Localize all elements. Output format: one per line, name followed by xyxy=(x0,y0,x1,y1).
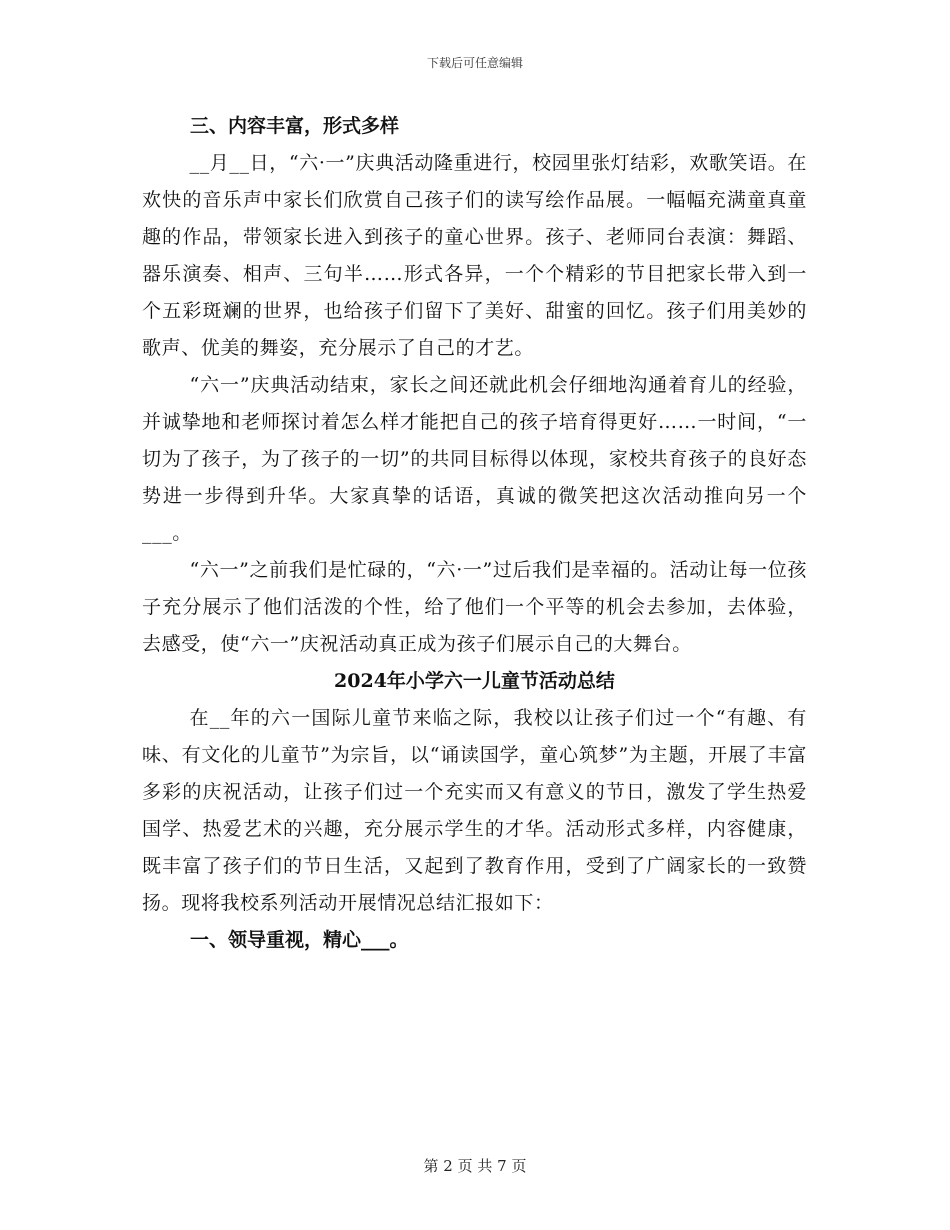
paragraph: “六一”之前我们是忙碌的，“六·一”过后我们是幸福的。活动让每一位孩子充分展示了他们活泼的个性，给了他们一个平等的机会去参加，去体验，去感受，使“六一”庆祝活动真正成为孩子们展示自己的大舞台。 xyxy=(142,559,807,655)
document-body xyxy=(142,108,807,959)
header-note: 下载后可任意编辑 xyxy=(426,56,523,70)
paragraph: __月__日，“六·一”庆典活动隆重进行，校园里张灯结彩，欢歌笑语。在欢快的音乐声中家长们欣赏自己孩子们的读写绘作品展。一幅幅充满童真童趣的作品，带领家长进入到孩子的童心世界。孩子、老师同台表演：舞蹈、器乐演奏、相声、三句半……形式各异，一个个精彩的节目把家长带入到一个五彩斑斓的世界，也给孩子们留下了美好、甜蜜的回忆。孩子们用美妙的歌声、优美的舞姿，充分展示了自己的才艺。 xyxy=(142,152,807,359)
paragraph: “六一”庆典活动结束，家长之间还就此机会仔细地沟通着育儿的经验，并诚挚地和老师探讨着怎么样才能把自己的孩子培育得更好……一时间，“一切为了孩子，为了孩子的一切”的共同目标得以体现，家校共育孩子的良好态势进一步得到升华。大家真挚的话语，真诚的微笑把这次活动推向另一个___。 xyxy=(142,374,807,544)
document-title: 2024年小学六一儿童节活动总结 xyxy=(334,670,615,692)
section-heading-3: 三、内容丰富，形式多样 xyxy=(190,115,400,137)
page-number: 第 2 页 共 7 页 xyxy=(423,1157,527,1175)
paragraph: 在__年的六一国际儿童节来临之际，我校以让孩子们过一个“有趣、有味、有文化的儿童节”为宗旨，以“诵读国学，童心筑梦”为主题，开展了丰富多彩的庆祝活动，让孩子们过一个充实而又有意义的节日，激发了学生热爱国学、热爱艺术的兴趣，充分展示学生的才华。活动形式多样，内容健康，既丰富了孩子们的节日生活，又起到了教育作用，受到了广阔家长的一致赞扬。现将我校系列活动开展情况总结汇报如下： xyxy=(142,707,807,914)
section-heading-1: 一、领导重视，精心___。 xyxy=(190,929,409,951)
